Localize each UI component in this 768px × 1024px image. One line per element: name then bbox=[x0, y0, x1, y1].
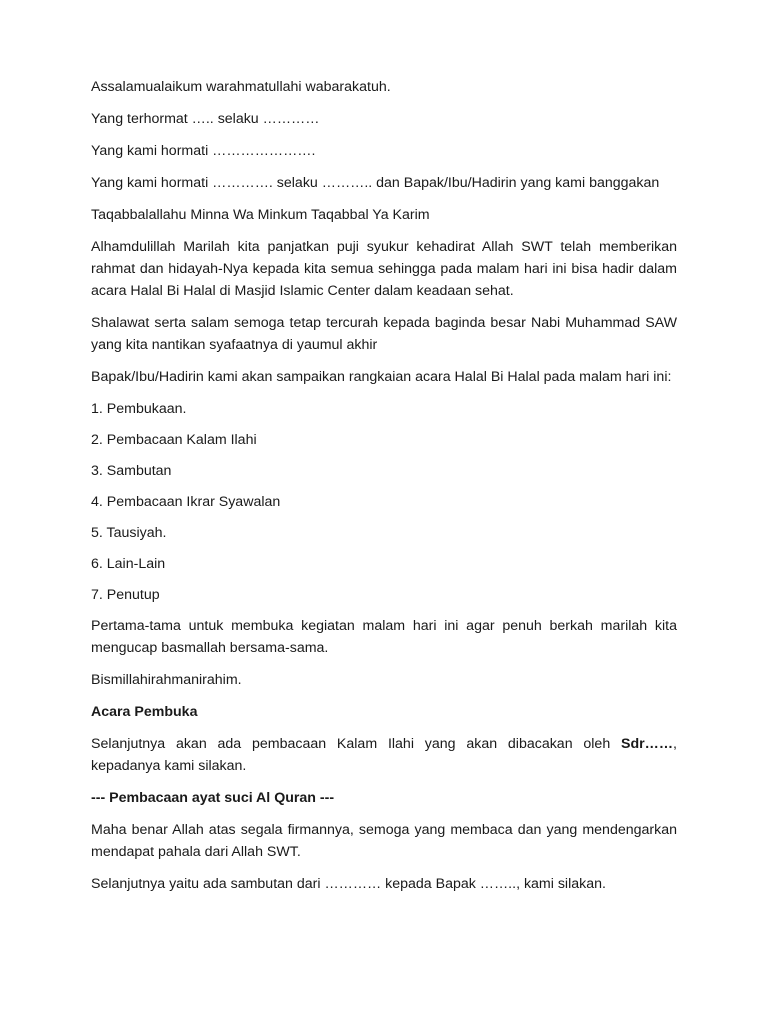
agenda-item: 2. Pembacaan Kalam Ilahi bbox=[91, 432, 257, 448]
greeting-line: Assalamualaikum warahmatullahi wabarakatuh. bbox=[91, 79, 391, 95]
agenda-item: 7. Penutup bbox=[91, 587, 160, 603]
bismillah-line: Bismillahirahmanirahim. bbox=[91, 672, 242, 688]
quran-intro-text: Selanjutnya akan ada pembacaan Kalam Ilahi yang akan dibacakan oleh bbox=[91, 736, 622, 752]
agenda-item: 6. Lain-Lain bbox=[91, 556, 166, 572]
salutation-line-3: Yang kami hormati …………. selaku ……….. dan Bapak/Ibu/Hadirin yang kami banggakan bbox=[91, 175, 660, 191]
alhamdulillah-paragraph: Alhamdulillah Marilah kita panjatkan puji syukur kehadirat Allah SWT telah memberikan rahmat dan hidayah-Nya kepada kita semua sehingga pada malam hari ini bisa hadir dalam acara Halal Bi Halal di Masjid Islamic Center dalam keadaan sehat. bbox=[91, 239, 677, 299]
taqabbal-line: Taqabbalallahu Minna Wa Minkum Taqabbal Ya Karim bbox=[91, 207, 430, 223]
salutation-line-1: Yang terhormat ….. selaku ………… bbox=[91, 111, 320, 127]
opening-call-paragraph: Pertama-tama untuk membuka kegiatan malam hari ini agar penuh berkah marilah kita mengucap basmallah bersama-sama. bbox=[91, 618, 677, 656]
after-quran-paragraph: Maha benar Allah atas segala firmannya, semoga yang membaca dan yang mendengarkan mendapat pahala dari Allah SWT. bbox=[91, 822, 677, 860]
document-page bbox=[91, 76, 677, 905]
quran-intro-tail: , kepadanya kami silakan. bbox=[91, 736, 677, 774]
agenda-intro-paragraph: Bapak/Ibu/Hadirin kami akan sampaikan rangkaian acara Halal Bi Halal pada malam hari ini: bbox=[91, 369, 672, 385]
quran-heading: --- Pembacaan ayat suci Al Quran --- bbox=[91, 790, 335, 806]
sambutan-call-line: Selanjutnya yaitu ada sambutan dari ………… kepada Bapak …….., kami silakan. bbox=[91, 876, 606, 892]
salutation-line-2: Yang kami hormati …………………. bbox=[91, 143, 316, 159]
shalawat-paragraph: Shalawat serta salam semoga tetap tercurah kepada baginda besar Nabi Muhammad SAW yang kita nantikan syafaatnya di yaumul akhir bbox=[91, 315, 677, 353]
agenda-list bbox=[91, 398, 677, 606]
agenda-item: 1. Pembukaan. bbox=[91, 401, 187, 417]
opening-heading: Acara Pembuka bbox=[91, 704, 198, 720]
agenda-item: 5. Tausiyah. bbox=[91, 525, 167, 541]
agenda-item: 4. Pembacaan Ikrar Syawalan bbox=[91, 494, 281, 510]
agenda-item: 3. Sambutan bbox=[91, 463, 172, 479]
quran-intro-paragraph bbox=[91, 733, 677, 777]
reader-name-placeholder: Sdr…… bbox=[621, 736, 674, 752]
